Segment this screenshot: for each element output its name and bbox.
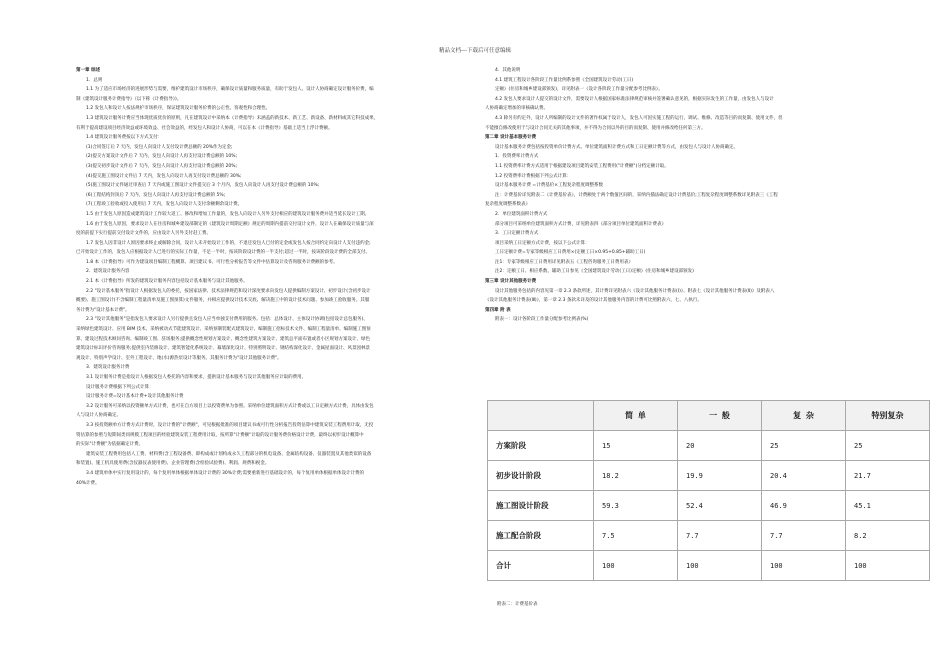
paragraph-line: 1.1 投资费率计费方式适用于根据建设项目建筑安装工程费用("计费额")分档定额计取。 [495, 163, 669, 169]
paragraph-line: 算、建设过程技术顾问咨询、编制竣工图、驻场服务;提供概念性规划方案设计、概念性建筑方案设计、建筑总平面布置或者小区规划方案设计、绿色 [76, 336, 371, 342]
paragraph-line: 项目采纳工日定额方式计费，按以下公式计算： [495, 240, 590, 246]
paragraph-line: 2．建筑设计服务内容 [86, 269, 130, 275]
table-cell: 100 [762, 551, 846, 581]
table2-caption: 附表二：计费基价表 [497, 602, 538, 607]
table-row [488, 461, 930, 491]
paragraph-line: 已开始设计工作的，发包人应根据设计人已进行的实际工作量，不足一半时，按该阶段设计费的一半支付;超过一半时，按该阶段设计费的全部支付。 [76, 250, 371, 256]
paragraph-line: 1.5 由于发包人原因造成建筑设计工作较大返工、修改和增加工作量的，发包人向设计人另外支付相应的建筑设计服务费并适当延长设计工期。 [86, 211, 370, 217]
paragraph-line: 3．建筑设计服务计费 [86, 365, 130, 371]
table-header-cell: 简 单 [594, 401, 678, 431]
table-cell: 46.9 [762, 491, 846, 521]
paragraph-line: 人与设计人协商确定。 [76, 413, 121, 419]
table-row-label: 方案阶段 [488, 431, 594, 461]
paragraph-line: 4.2 发包人要求设计人提交的设计文件，需要设计人根据国家标准法律规范审核并签署确认意见的，根据实际发生的工作量，由发包人与设计 [495, 96, 774, 102]
paragraph-line: 3.1 设计服务计费是指设计人根据发包人委托的内容和要求，提供设计基本服务与设计其他服务应计取的费用。 [86, 375, 307, 380]
paragraph-line: 2．单位建筑面积计费方式 [495, 211, 548, 217]
paragraph-line: 4．其他说明 [495, 68, 521, 73]
table-row [488, 551, 930, 581]
paragraph-line: 的实际"计费额"为依据确定计费。 [76, 442, 144, 448]
paragraph-line: 1.4 建筑设计服务费按以下方式支付： [86, 135, 163, 141]
paragraph-line: 4.3 除另有约定外，设计人所编制的设计文件的著作权属于设计人，发包人可因实施工程的运行、调试、维修、改造等目的而复制、使用文件，但 [495, 115, 783, 121]
table-row-label: 合计 [488, 551, 594, 581]
paragraph-line: 3.3 按投资额单方计费方式计费时，设计计费的"计费额"，可见根据批准的项目建议书或可行性分析报告投资估算中建筑安装工程费用计取，无投 [86, 422, 374, 428]
table-row-label: 施工配合阶段 [488, 521, 594, 551]
section-heading: 第三章 设计其他服务计费 [485, 279, 537, 285]
table-cell: 45.1 [846, 491, 930, 521]
table-cell: 7.7 [762, 521, 846, 551]
paragraph-line: 设计其他服务包括的内容见第一章 2.3 条款所述，其计费详见附表六《设计其他服务计费表(Ⅰ)》、附表七《设计其他服务计费表(Ⅱ)》及附表八 [495, 288, 775, 294]
paragraph-line: 4.1 建筑工程设计各阶段工作量比例系参照《全国建筑设计劳动(工日) [495, 77, 634, 83]
paragraph-line: 度的前提下实行提前交付设计文件的，应由设计人另外支付赶工费。 [76, 231, 211, 237]
paragraph-line: (7)工程竣工验收或投入使用后 7 天内，发包人向设计人支付余额剩余设计费。 [86, 202, 243, 208]
table-cell: 19.9 [678, 461, 762, 491]
table-cell: 25 [846, 431, 930, 461]
paragraph-line: 附表一：设计各阶段工作量分配参考比例表(%) [495, 317, 589, 323]
paragraph-line: 注：计费基价详见附表二《计费基价表》，计费额处于两个数值区间的，采纳内插法确定设计计费基价;工程复杂程度调整系数详见附表三《工程 [495, 192, 778, 198]
paragraph-line: (6)工程结构封顶后 7 天内，发包人向设计人再支付设计费总额的 5%; [86, 192, 226, 198]
paragraph-line: 2.2 "设计基本服务"指设计人根据发包人的委托，按国家法律、技术法律规范和设计深度要求向发包人提供编制方案设计、初步设计(含初步设计 [86, 288, 371, 294]
paragraph-line: 和装置)、施工机具使用费(含仪器仪表使用费)、企业管理费(含检验试验费)、利润、规费和税金。 [76, 461, 270, 467]
paragraph-line: 观设计、特别声学设计、室外工程设计、地(水)源热泵设计等服务。其服务计费为"设计其他服务计费"。 [76, 355, 282, 361]
section-heading: 第二章 设计基本服务计费 [485, 135, 537, 141]
table-cell: 15 [594, 431, 678, 461]
paragraph-line: 不能擅自修改使用于与设计合同无关的其他事项，并不得为合同以外的目的而复制、使用并修改给任何第三方。 [485, 125, 706, 131]
table-row-label: 施工图设计阶段 [488, 491, 594, 521]
paragraph-line: 1．投资费率计费方式 [495, 154, 539, 160]
table-cell: 100 [846, 551, 930, 581]
paragraph-line: (2)提交方案设计文件后 7 天内，发包人向设计人再支付设计费总额的 10%; [86, 154, 238, 160]
table-header-cell: 复 杂 [762, 401, 846, 431]
paragraph-line: 1．总则 [86, 77, 103, 83]
table-cell: 20 [678, 431, 762, 461]
paragraph-line: 人协商确定增加的审核确认费。 [485, 106, 548, 112]
paragraph-line: (5)施工图设计文件通过审查后 7 天内或施工图设计文件提交后 3 个月内，发包人向设计人再支付设计费总额的 10%; [86, 183, 320, 189]
paragraph-line: 1.3 建筑设计服务计费应当体现优质优价的原则，凡在建筑设计中采纳本《计费指导》未涵盖的新技术、新工艺、新设备、新材料或其它科技成果， [86, 115, 379, 121]
table-cell: 7.7 [678, 521, 762, 551]
right-column [485, 66, 885, 325]
table-row [488, 431, 930, 461]
paragraph-line: 设计基本服务计费包括按投资单价计费方式、单位建筑面积计费方式和工日定额计费等方式，由发包人与设计人协商确定。 [495, 144, 738, 150]
paragraph-line: 资估算的参照与短期间类同规模工程项目的经验建筑安装工程费用计取，按所算"计费额"计取的设计服务费价格设计计费，最终以初步设计概算中 [76, 432, 364, 438]
table-row-label: 初步设计阶段 [488, 461, 594, 491]
paragraph-line: 注1：专家等级相应工日费用详见附表五《工程咨询服务工日费用表》 [495, 259, 633, 265]
table-cell: 8.2 [846, 521, 930, 551]
paragraph-line: 3.2 设计服务可采纳以投资额单方式计费，也可在自方项目上以投资费单为参照。采纳单位建筑面积方式计费或以工日定额方式计费，具体由发包 [86, 403, 374, 409]
paragraph-line: 部分项目可采纳单位建筑面积方式计费，详见附表四《部分项目单位建筑面积计费表》 [495, 221, 666, 227]
stage-ratio-table [487, 400, 930, 581]
paragraph-line: 设计服务计费=设计基本计费+设计其他服务计费 [86, 394, 184, 400]
table-cell: 100 [594, 551, 678, 581]
paragraph-line: 建筑安装工程费用包括人工费、材料费(含工程设备费、即构成或计划构成永久工程部分的机电设备、金属结构设备、仪器装置及其他类似的设备 [86, 451, 372, 457]
paragraph-line: (3)提交初步设计文件后 7 天内，发包人向设计人再支付设计费总额的 20%; [86, 163, 238, 169]
paragraph-line: 3.4 建筑单体中实行复用设计的，每个复用单体根据单体设计计费的 30%计费;需要重新进行基础设计的，每个复用单体根据单体设计计费的 [86, 470, 365, 476]
table-cell: 18.2 [594, 461, 678, 491]
stage-ratio-table-wrapper [487, 400, 930, 581]
paragraph-line: 务计费为"设计基本计费"。 [76, 307, 130, 313]
paragraph-line: 1.2 投资费率计费根据下列公式计算： [495, 173, 572, 179]
section-heading: 第四章 附 表 [485, 307, 511, 313]
paragraph-line: 注2：定额工日、相应系数、辅助工日参见《全国建筑设计劳动(工日)定额》(住房和城乡建设部颁发) [495, 269, 694, 275]
paragraph-line: 制《建筑设计服务计费指导》（以下称《计费指导》)。 [76, 96, 182, 102]
table-cell: 100 [678, 551, 762, 581]
table-header-row [488, 401, 930, 431]
paragraph-line: (4)提交施工图设计文件后 7 天内，发包人向设计人再支付设计费总额的 30%; [86, 173, 242, 179]
table-row [488, 521, 930, 551]
paragraph-line: 建筑设计标识评价咨询服务;提供室内装修设计、建筑智能化系统设计、幕墙深化设计、特别照明设计、钢结构深化设计、金属屋面设计、风景园林景 [76, 346, 371, 352]
table-cell: 25 [762, 431, 846, 461]
paragraph-line: 1.1 为了适应市场经济的进展形势与需要，维护建筑设计市场秩序，确保设计质量和服务质量，有助于发包人、设计人协商确定设计服务价费，编 [86, 87, 374, 93]
page-header: 精品文档---下载后可任意编辑 [439, 48, 511, 54]
paragraph-line: 定额》(住房和城乡建设部颁发)，详见附表一《设计各阶段工作量分配参考比例表》。 [495, 87, 663, 93]
table-cell: 21.7 [846, 461, 930, 491]
table-cell: 59.3 [594, 491, 678, 521]
table-cell: 20.4 [762, 461, 846, 491]
paragraph-line: 工日定额计费=专家等级相应工日费用×(定额工日×0.95+0.85+辅助工日) [495, 250, 646, 256]
paragraph-line: 有利于提高建设项目经济效益或环境效益、社会效益的，经发包人和设计人协商，可以在本《计费指导》基础上适当上浮计费额。 [76, 125, 333, 131]
paragraph-line: 设计服务计费根据下列公式计算： [86, 384, 154, 390]
paragraph-line: 2.1 本《计费指导》所发的建筑设计服务内容包括设计基本服务与设计其他服务。 [86, 279, 248, 285]
paragraph-line: 设计基本服务计费 =计费基价×工程复杂程度调整系数 [495, 183, 603, 189]
paragraph-line: 1.7 发包人因非设计人原因要求终止或解除合同，设计人未开始设计工作的，不退还发包人已付的定金或发包人按合同约定向设计人支付违约金; [86, 240, 371, 246]
left-column [76, 66, 462, 488]
paragraph-line: 1.6 由于发包人原因，要求设计人在住房和城乡建设部制定的《建筑设计周期定额》规定的周期内提前交付设计文件，设计人在确保设计质量与深 [86, 221, 374, 227]
paragraph-line: 1.8 本《计费指导》可作为建设项目编制工程概算、项目建议书、可行性分析报告等文件中估算设计及咨询服务计费额的参考。 [86, 259, 338, 265]
table-header-cell: 一 般 [678, 401, 762, 431]
table-row [488, 491, 930, 521]
table-header-cell: 特别复杂 [846, 401, 930, 431]
paragraph-line: 《设计其他服务计费表(Ⅲ)》，第一章 2.3 条款未详及的设计其他服务内容的计费可比照附表六、七、八执行。 [485, 298, 702, 304]
paragraph-line: 采纳绿色建筑设计、应用 BIM 技术、采纳被动式节能建筑设计、采纳预制装配式建筑设计、编制施工招标技术文件、编制工程量清单、编制施工图预 [76, 327, 371, 333]
table-header-cell [488, 401, 594, 431]
paragraph-line: 概要)、施工图设计(不含编制工程量清单及施工图预算)文件服务，并相应提供设计技术交底、解决施工中的设计技术问题、参加竣工验收服务。其服 [76, 298, 370, 304]
table-cell: 52.4 [678, 491, 762, 521]
paragraph-line: (1)合同签订后 7 天内，发包人向设计人支付设计费总额的 20%作为定金; [86, 144, 233, 150]
paragraph-line: 复杂程度调整系数表》 [485, 202, 530, 208]
table-cell: 7.5 [594, 521, 678, 551]
paragraph-line: 2.3 "设计其他服务"是指发包人要求设计人另行提供且发包人应当单独支付费用的服务。包括：总体设计、主体设计协调(包括设计总包服务)、 [86, 317, 368, 323]
paragraph-line: 40%计费。 [76, 480, 100, 486]
section-heading: 第一章 综述 [76, 68, 101, 73]
paragraph-line: 3．工日定额计费方式 [495, 231, 539, 237]
paragraph-line: 1.2 发包人和设计人按法规护市场秩序，保证建筑设计服务价费的公正性、客观性和合理性。 [86, 106, 271, 112]
